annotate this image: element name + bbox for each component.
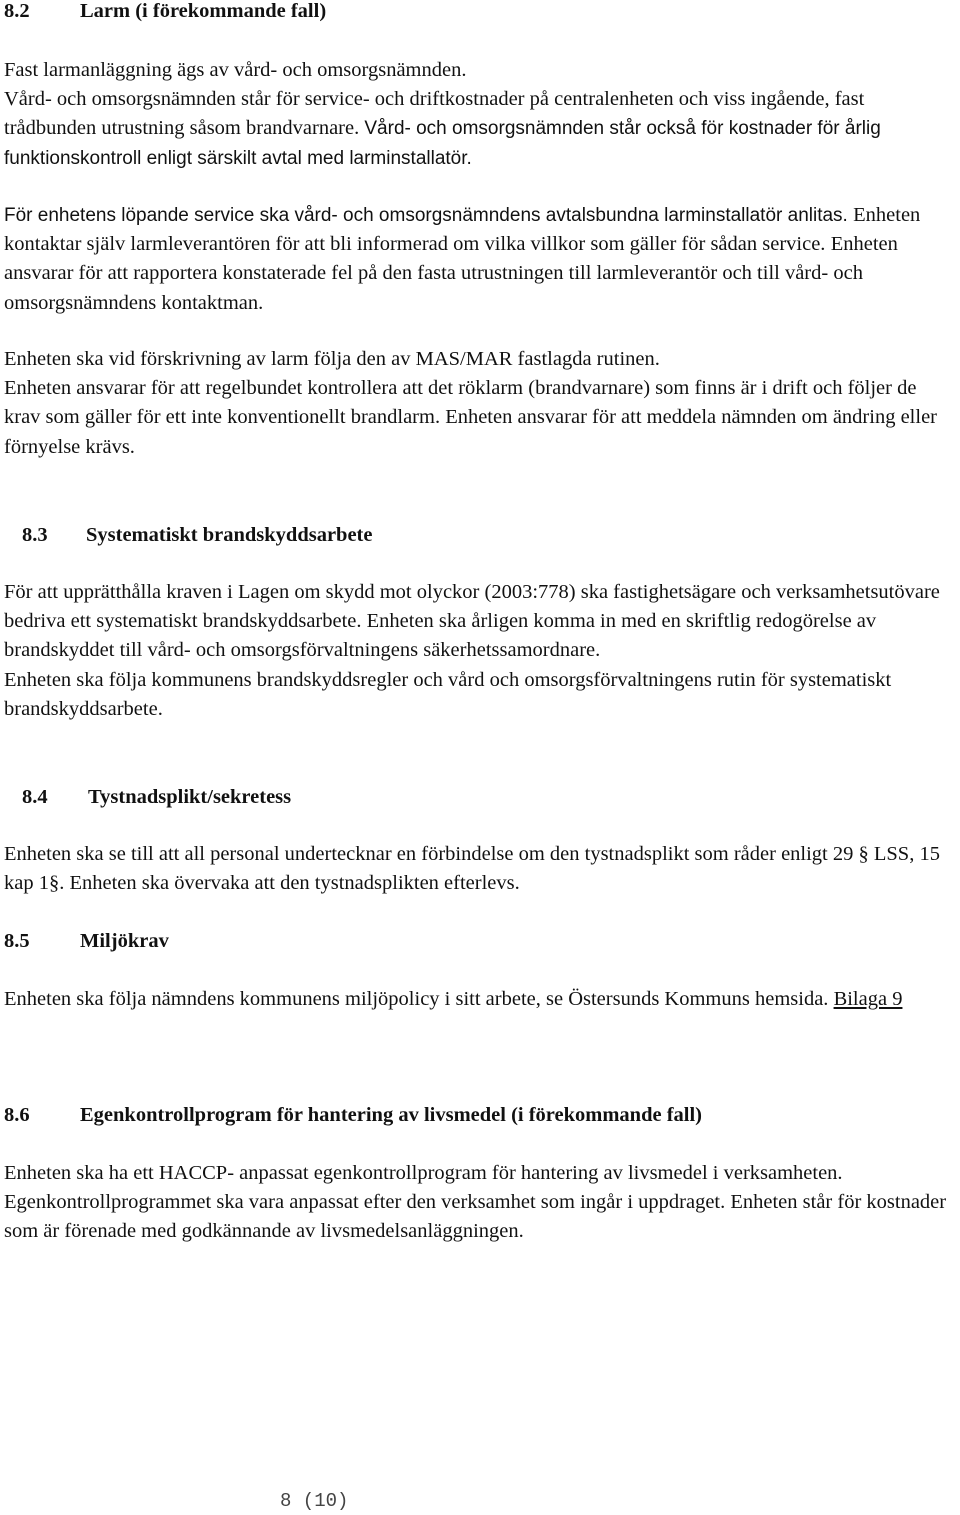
paragraph-text: Enheten ska följa nämndens kommunens miljöpolicy i sitt arbete, se Östersunds Kommuns hemsida. <box>4 988 829 1010</box>
bilaga-9-link[interactable]: Bilaga 9 <box>833 988 903 1010</box>
paragraph-livsmedel <box>4 1159 956 1247</box>
section-title: Miljökrav <box>80 930 169 952</box>
paragraph-text: Enheten ska se till att all personal undertecknar en förbindelse om den tystnadsplikt som råder enligt 29 § LSS, 15 kap 1§. Enheten ska övervaka att den tystnadsplikten efterlevs. <box>4 843 940 895</box>
page-number: 8 (10) <box>280 1490 349 1512</box>
paragraph-text: Enheten ska ha ett HACCP- anpassat egenkontrollprogram för hantering av livsmedel i verksamheten. Egenkontrollprogrammet ska vara anpassat efter den verksamhet som ingår i uppdraget. Enheten står för kostnader som är förenade med godkännande av livsmedelsanläggningen. <box>4 1162 947 1243</box>
section-number: 8.2 <box>4 0 30 22</box>
section-number: 8.3 <box>22 524 48 546</box>
paragraph-miljokrav <box>4 985 956 1014</box>
paragraph-text: Vård- och omsorgsnämnden står för service- och driftkostnader på centralenheten och viss ingående, fast trådbunden utrustning såsom brandvarnare. <box>4 88 865 140</box>
section-number: 8.4 <box>22 786 48 808</box>
paragraph-brandskydd <box>4 578 956 724</box>
paragraph-text: Enheten kontaktar själv larmleverantören för att bli informerad om vilka villkor som gäller för sådan service. <box>4 204 921 256</box>
heading-8-4 <box>22 783 960 812</box>
section-title: Larm (i förekommande fall) <box>80 0 327 22</box>
paragraph-text: Enheten ska vid förskrivning av larm följa den av MAS/MAR fastlagda rutinen. <box>4 348 660 370</box>
heading-8-6 <box>4 1101 956 1130</box>
section-title: Systematiskt brandskyddsarbete <box>86 524 373 546</box>
heading-8-5 <box>4 927 956 956</box>
paragraph-larm-service <box>4 201 956 318</box>
paragraph-text: För att upprätthålla kraven i Lagen om skydd mot olyckor (2003:778) ska fastighetsägare och verksamhetsutövare bedriva ett systematiskt brandskyddsarbete. Enheten ska årligen komma in med en skriftlig redogörelse av brandskyddet till vård- och omsorgsförvaltningens säkerhetssamordnare. <box>4 581 940 662</box>
paragraph-text: Enheten ska följa kommunens brandskyddsregler och vård och omsorgsförvaltningens rutin för systematiskt brandskyddsarbete. <box>4 668 892 720</box>
section-title: Tystnadsplikt/sekretess <box>88 786 292 808</box>
paragraph-larm-ownership <box>4 56 956 173</box>
section-number: 8.6 <box>4 1104 30 1126</box>
paragraph-text: Fast larmanläggning ägs av vård- och omsorgsnämnden. <box>4 59 467 81</box>
paragraph-larm-rutin <box>4 345 956 462</box>
paragraph-text: Enheten ansvarar för att rapportera konstaterade fel på den fasta utrustningen till larmleverantör och till vård- och omsorgsnämndens kontaktman. <box>4 233 898 314</box>
section-title: Egenkontrollprogram för hantering av livsmedel (i förekommande fall) <box>80 1104 702 1126</box>
heading-8-3 <box>22 521 960 550</box>
heading-8-2 <box>4 0 956 26</box>
section-number: 8.5 <box>4 930 30 952</box>
paragraph-tystnadsplikt <box>4 840 956 898</box>
paragraph-text: Vård- och omsorgsnämnden står också för kostnader för årlig funktionskontroll enligt särskilt avtal med larminstallatör. <box>4 118 881 169</box>
paragraph-text: Enheten ansvarar för att regelbundet kontrollera att det röklarm (brandvarnare) som finns är i drift och följer de krav som gäller för ett inte konventionellt brandlarm. Enheten ansvarar för att meddela nämnden om ändring eller förnyelse krävs. <box>4 377 937 458</box>
paragraph-text: För enhetens löpande service ska vård- och omsorgsnämndens avtalsbundna larminstallatör anlitas. <box>4 205 848 226</box>
